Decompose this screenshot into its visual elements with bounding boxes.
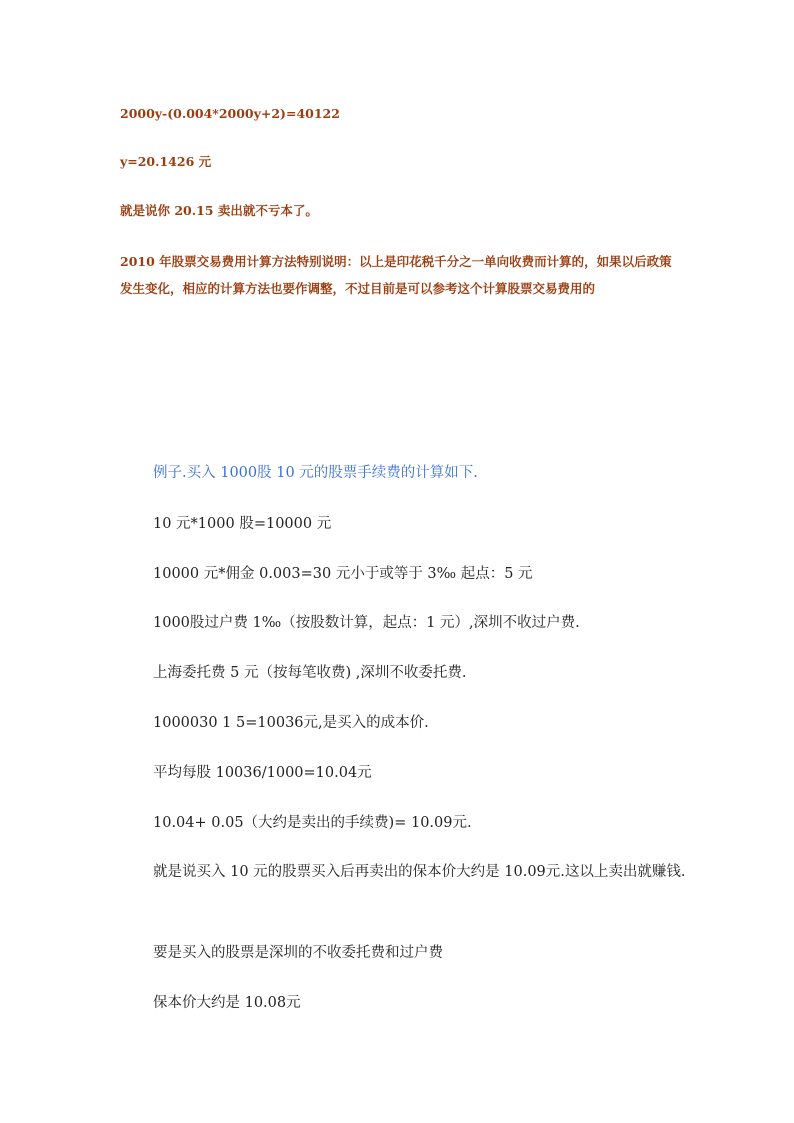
example-paragraph-8: 就是说买入 10 元的股票买入后再卖出的保本价大约是 10.09元.这以上卖出就赚钱. [153,864,686,880]
equation-line-1: 2000y-(0.004*2000y+2)=40122 [120,106,340,121]
example-line-9: 要是买入的股票是深圳的不收委托费和过户费 [153,945,443,961]
example-heading: 例子.买入 1000股 10 元的股票手续费的计算如下. [153,465,478,481]
example-line-3: 1000股过户费 1‰（按股数计算，起点：1 元）,深圳不收过户费. [153,615,580,631]
fee-method-note: 2010 年股票交易费用计算方法特别说明：以上是印花税千分之一单向收费而计算的，如果以后政策发生变化，相应的计算方法也要作调整，不过目前是可以参考这个计算股票交易费用的 [120,254,672,296]
example-line-10: 保本价大约是 10.08元 [153,995,301,1011]
conclusion-line: 就是说你 20.15 卖出就不亏本了。 [120,203,318,218]
example-line-2: 10000 元*佣金 0.003=30 元小于或等于 3‰ 起点：5 元 [153,566,533,582]
example-line-1: 10 元*1000 股=10000 元 [153,516,332,532]
example-line-5: 1000030 1 5=10036元,是买入的成本价. [153,715,429,731]
example-line-7: 10.04+ 0.05（大约是卖出的手续费)= 10.09元. [153,815,472,831]
example-line-6: 平均每股 10036/1000=10.04元 [153,765,372,781]
equation-line-2: y=20.1426 元 [120,154,212,169]
example-line-4: 上海委托费 5 元（按每笔收费) ,深圳不收委托费. [153,665,467,681]
